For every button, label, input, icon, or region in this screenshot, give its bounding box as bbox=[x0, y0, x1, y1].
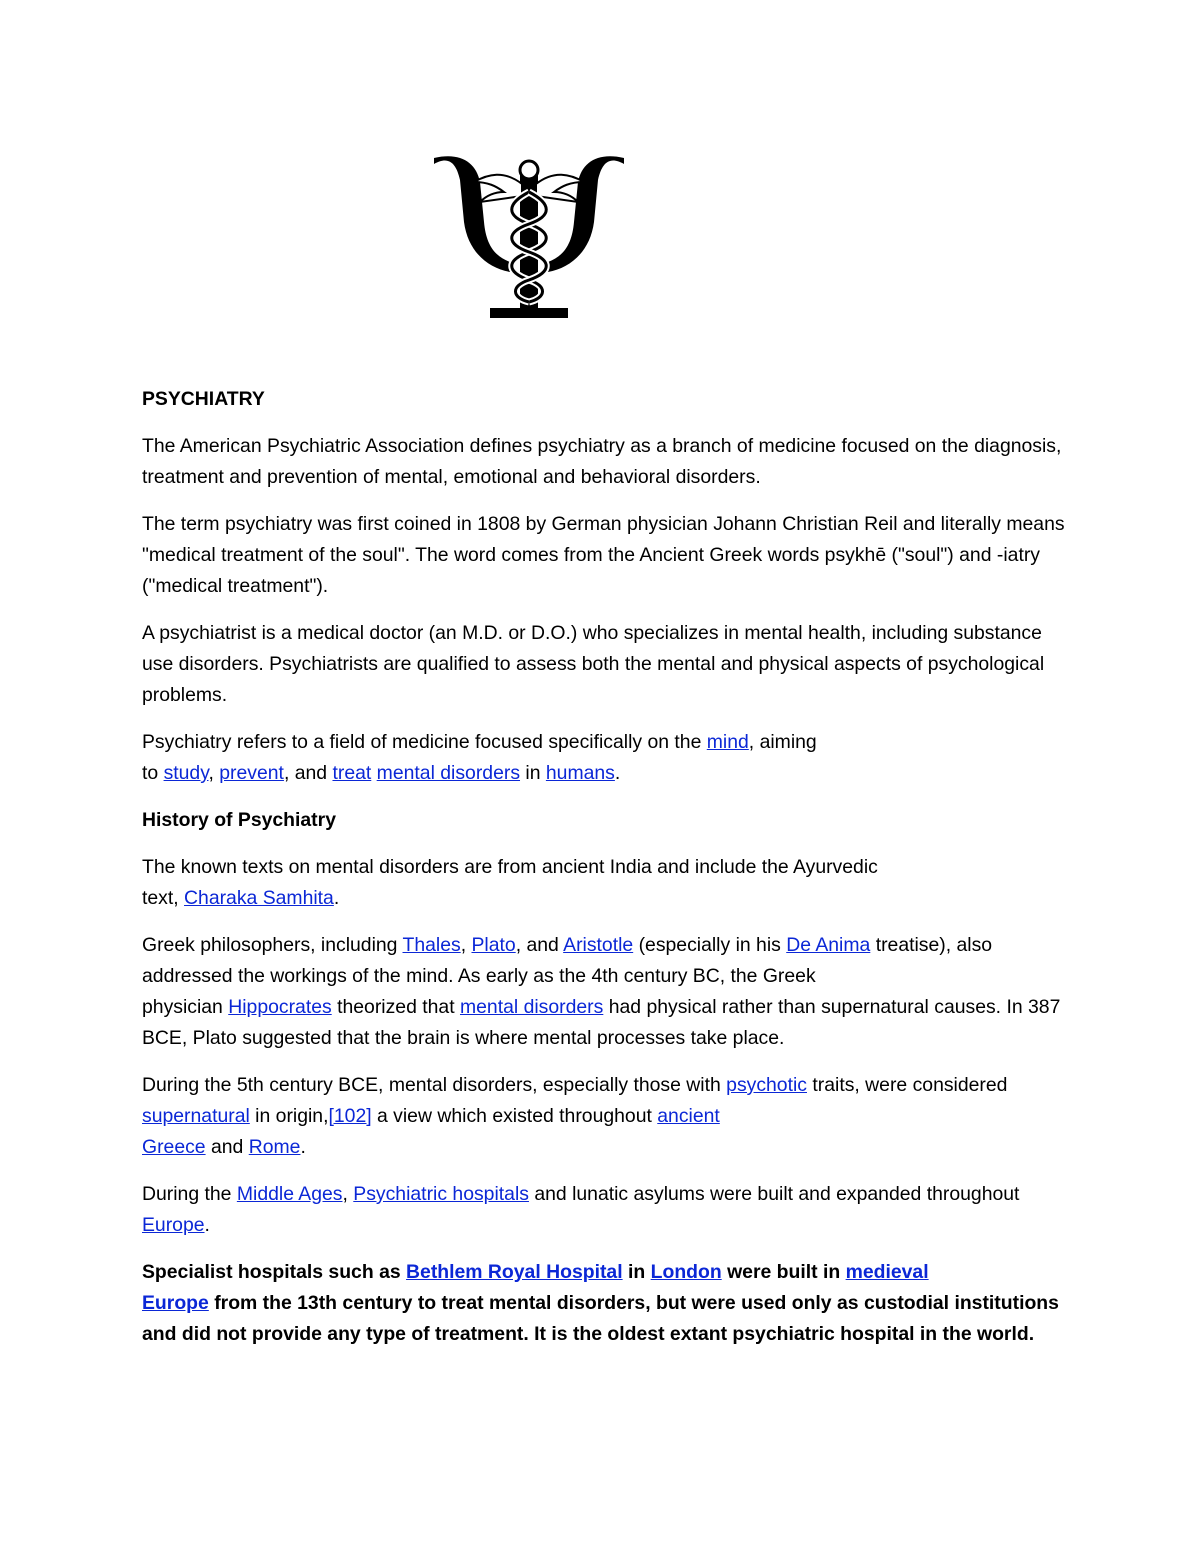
text: to bbox=[142, 762, 164, 784]
text: had physical rather than supernatural causes. In 387 BCE, Plato suggested that the brain is where mental processes take place. bbox=[142, 996, 1061, 1049]
link-psychotic[interactable]: psychotic bbox=[726, 1074, 807, 1096]
link-ancient[interactable]: ancient bbox=[657, 1105, 720, 1127]
link-aristotle[interactable]: Aristotle bbox=[563, 934, 634, 956]
link-europe[interactable]: Europe bbox=[142, 1292, 209, 1314]
link-europe[interactable]: Europe bbox=[142, 1214, 205, 1236]
link-treat[interactable]: treat bbox=[332, 762, 372, 784]
text: physician bbox=[142, 996, 229, 1018]
text: During the bbox=[142, 1183, 237, 1205]
text: and bbox=[205, 1136, 249, 1158]
link-hippocrates[interactable]: Hippocrates bbox=[228, 996, 332, 1018]
text: . bbox=[204, 1214, 210, 1236]
text: and lunatic asylums were built and expanded throughout bbox=[528, 1183, 1020, 1205]
text: The known texts on mental disorders are from ancient India and include the Ayurvedic bbox=[142, 856, 878, 878]
link-psychiatric-hospitals[interactable]: Psychiatric hospitals bbox=[353, 1183, 529, 1205]
link-charaka-samhita[interactable]: Charaka Samhita bbox=[184, 887, 334, 909]
text: , bbox=[208, 762, 220, 784]
document-title: PSYCHIATRY bbox=[142, 388, 265, 410]
text: . bbox=[614, 762, 621, 784]
link-greece[interactable]: Greece bbox=[142, 1136, 206, 1158]
link-medieval[interactable]: medieval bbox=[845, 1261, 929, 1283]
paragraph-field bbox=[142, 727, 1072, 789]
text: text, bbox=[142, 887, 185, 909]
text: in bbox=[520, 762, 546, 784]
document-body bbox=[142, 384, 1072, 1366]
link-middle-ages[interactable]: Middle Ages bbox=[236, 1183, 343, 1205]
link-mental-disorders[interactable]: mental disorders bbox=[459, 996, 604, 1018]
link-de-anima[interactable]: De Anima bbox=[786, 934, 871, 956]
link-humans[interactable]: humans bbox=[545, 762, 615, 784]
paragraph-ancient-india bbox=[142, 852, 1072, 914]
link-mental-disorders[interactable]: mental disorders bbox=[376, 762, 521, 784]
paragraph-definition: The American Psychiatric Association defines psychiatry as a branch of medicine focused on the diagnosis, treatment and prevention of mental, emotional and behavioral disorders. bbox=[142, 435, 1062, 488]
paragraph-middle-ages bbox=[142, 1179, 1072, 1241]
text: theorized that bbox=[331, 996, 460, 1018]
text: , bbox=[460, 934, 472, 956]
link-prevent[interactable]: prevent bbox=[219, 762, 284, 784]
link-reference-102[interactable]: [102] bbox=[328, 1105, 372, 1127]
link-london[interactable]: London bbox=[650, 1261, 722, 1283]
text: were built in bbox=[721, 1261, 846, 1283]
text: Specialist hospitals such as bbox=[142, 1261, 407, 1283]
paragraph-fifth-century bbox=[142, 1070, 1072, 1163]
text: , aiming bbox=[748, 731, 817, 753]
paragraph-psychiatrist: A psychiatrist is a medical doctor (an M.D. or D.O.) who specializes in mental health, including substance use disorders. Psychiatrists are qualified to assess both the mental and physical aspects of psychological problems. bbox=[142, 622, 1045, 706]
paragraph-specialist-hospitals bbox=[142, 1257, 1072, 1350]
text: from the 13th century to treat mental disorders, but were used only as custodial institutions and did not provide any type of treatment. It is the oldest extant psychiatric hospital in the world. bbox=[142, 1292, 1059, 1345]
link-rome[interactable]: Rome bbox=[248, 1136, 301, 1158]
link-supernatural[interactable]: supernatural bbox=[142, 1105, 250, 1127]
text: in bbox=[622, 1261, 651, 1283]
text: During the 5th century BCE, mental disorders, especially those with bbox=[142, 1074, 727, 1096]
text: treatise), also addressed the workings of the mind. As early as the 4th century BC, the Greek bbox=[142, 934, 993, 987]
text: , bbox=[342, 1183, 354, 1205]
text: . bbox=[300, 1136, 306, 1158]
text: in origin, bbox=[249, 1105, 329, 1127]
history-heading: History of Psychiatry bbox=[142, 809, 336, 831]
link-thales[interactable]: Thales bbox=[402, 934, 461, 956]
link-study[interactable]: study bbox=[163, 762, 209, 784]
link-bethlem-royal-hospital[interactable]: Bethlem Royal Hospital bbox=[406, 1261, 623, 1283]
paragraph-greek-philosophers bbox=[142, 930, 1072, 1054]
text: (especially in his bbox=[633, 934, 787, 956]
psi-caduceus-icon bbox=[430, 152, 628, 320]
text: . bbox=[333, 887, 340, 909]
text: Psychiatry refers to a field of medicine focused specifically on the bbox=[142, 731, 707, 753]
link-plato[interactable]: Plato bbox=[471, 934, 516, 956]
text: Greek philosophers, including bbox=[142, 934, 403, 956]
link-mind[interactable]: mind bbox=[706, 731, 749, 753]
paragraph-etymology: The term psychiatry was first coined in 1808 by German physician Johann Christian Reil and literally means "medical treatment of the soul". The word comes from the Ancient Greek words psykhē ("soul") and -iatry ("medical treatment"). bbox=[142, 513, 1065, 597]
text: a view which existed throughout bbox=[371, 1105, 658, 1127]
text: , and bbox=[515, 934, 564, 956]
text: , and bbox=[283, 762, 333, 784]
text: traits, were considered bbox=[807, 1074, 1008, 1096]
